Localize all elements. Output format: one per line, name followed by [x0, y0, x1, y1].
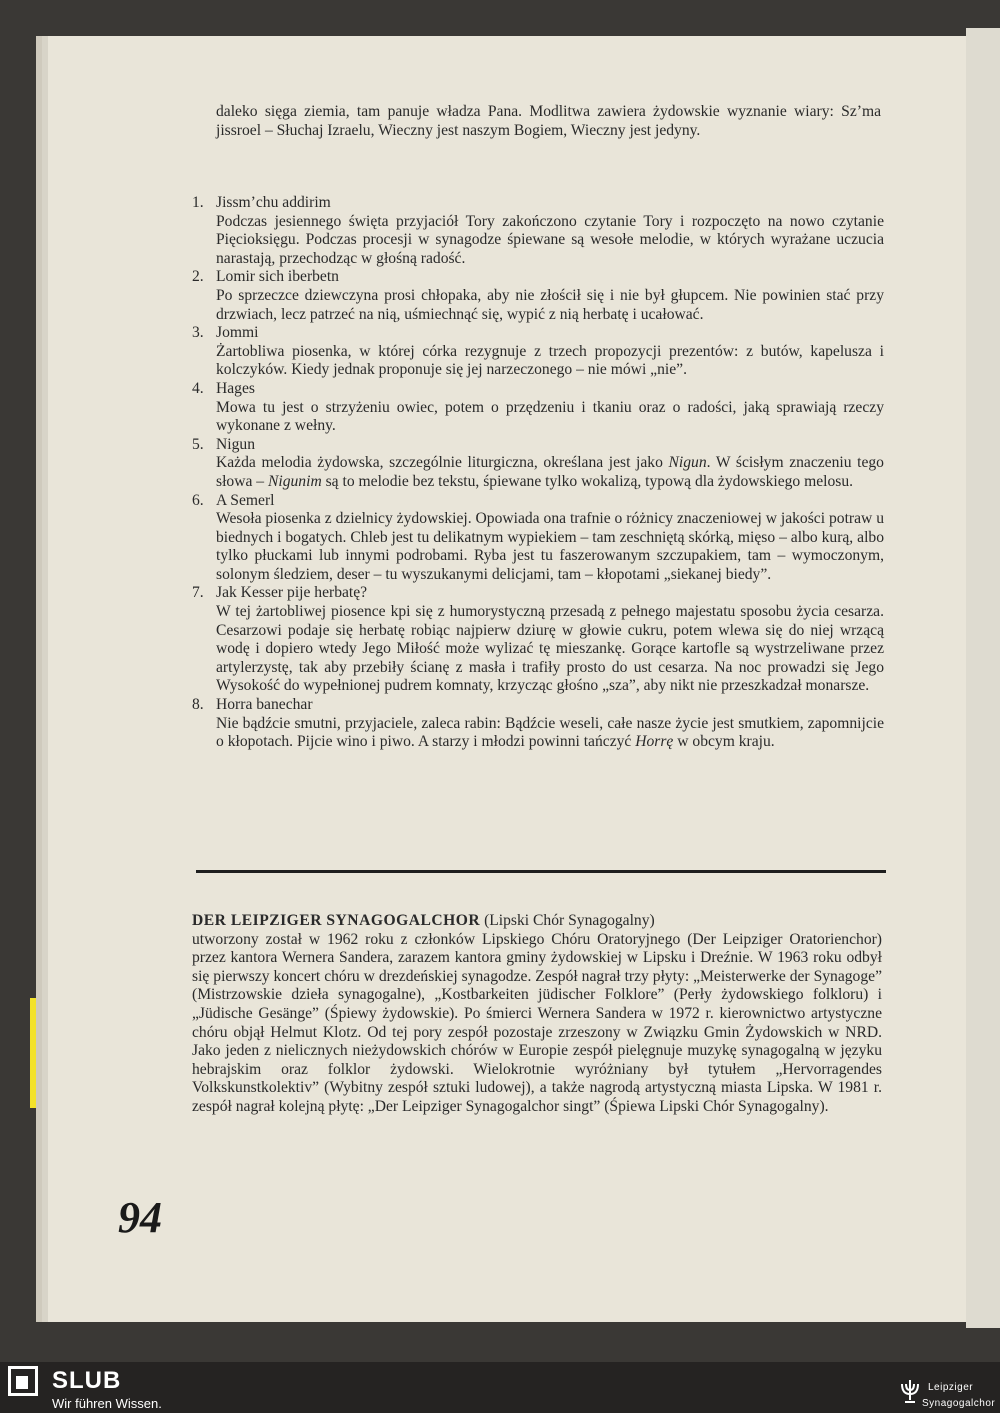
choir-text: utworzony został w 1962 roku z członków Lipskiego Chóru Oratoryjnego (Der Leipziger Oratorienchor) przez kantora Wernera Sandera, zarazem kantora gminy żydowskiej w Lipsku i Dreźnie. W 1963 roku odbył się pierwszy koncert chóru w drezdeńskiej synagodze. Zespół nagrał trzy płyty: „Meisterwerke der Synagoge” (Mistrzowskie dzieła synagogalne), „Kostbarkeiten jüdischer Folklore” (Perły żydowskiego folkloru) i „Jüdische Gesänge” (Śpiewy żydowskie). Po śmierci Wernera Sandera w 1972 r. kierownictwo artystyczne chóru objął Helmut Klotz. Od tej pory zespół pozostaje zrzeszony w Związku Gmin Żydowskich w NRD. Jako jeden z nielicznych nieżydowskich chórów w Europie zespół pielęgnuje muzykę synagogalną w języku hebrajskim oraz folklor żydowski. Wielokrotnie wyróżniany był tytułem „Hervorragendes Volkskunstkolektiv” (Wybitny zespół sztuki ludowej), a także nagrodą artystyczną miasta Lipska. W 1981 r. zespół nagrał kolejną płytę: „Der Leipziger Synagogalchor singt” (Śpiewa Lipski Chór Synagogalny). [192, 930, 882, 1115]
desc-italic-term: Nigunim [267, 472, 322, 490]
facing-page-edge [966, 28, 1000, 1328]
item-title: Jissm’chu addirim [216, 194, 331, 211]
collection-name-line1: Leipziger [928, 1382, 974, 1393]
slub-logo-name[interactable]: SLUB [52, 1367, 122, 1394]
item-description: Podczas jesiennego święta przyjaciół Tory zakończono czytanie Tory i rozpoczęto na nowo czytanie Pięcioksięgu. Podczas procesji w synagodze śpiewane są wesołe melodie, w których wyrażane uczucia narastają, przechodząc w głośną radość. [216, 212, 884, 267]
color-marker-tab [30, 998, 44, 1108]
item-description: Wesoła piosenka z dzielnicy żydowskiej. Opowiada ona trafnie o różnicy znaczeniowej w jakości potraw u biednych i bogatych. Chleb jest tu delikatnym wypiekiem – tam zeschniętą skórką, mięso – albo kurą, albo tylko płuckami lub innymi podrobami. Ryba jest tu faszerowanym szczupakiem, tam – wymoczonym, solonym śledziem, deser – tu wyszukanymi delicjami, tam – kłopotami „siekanej biedy”. [216, 510, 884, 583]
item-number: 4. [192, 379, 204, 397]
item-number: 7. [192, 584, 204, 602]
item-description [216, 454, 884, 491]
list-item [192, 436, 884, 492]
collection-name-line2: Synagogalchor [922, 1398, 996, 1409]
desc-text: Nie bądźcie smutni, przyjaciele, zaleca rabin: Bądźcie weseli, całe nasze życie jest smutkiem, zapomnijcie o kłopotach. Pijcie wino i piwo. A starzy i młodzi powinni tańczyć [216, 714, 884, 751]
item-number: 5. [192, 435, 204, 453]
choir-section [192, 912, 882, 1117]
item-title: Horra banechar [216, 696, 313, 714]
item-title: Jak Kesser pije herbatę? [216, 584, 368, 602]
list-item [192, 194, 884, 268]
list-item [192, 268, 884, 324]
list-item [192, 324, 884, 380]
section-divider [196, 870, 886, 873]
list-item [192, 380, 884, 436]
song-list [192, 194, 884, 752]
list-item [192, 584, 884, 696]
item-description: Mowa tu jest o strzyżeniu owiec, potem o przędzeniu i tkaniu oraz o radości, jaką sprawiają rzeczy wykonane z wełny. [216, 398, 884, 435]
choir-subheading: (Lipski Chór Synagogalny) [480, 912, 655, 929]
item-title: A Semerl [216, 491, 275, 509]
item-title: Hages [216, 379, 255, 397]
item-description [216, 715, 884, 752]
page-number: 94 [118, 1193, 162, 1242]
item-number: 2. [192, 268, 204, 286]
item-number: 3. [192, 324, 204, 342]
item-number: 8. [192, 696, 204, 714]
item-description: Żartobliwa piosenka, w której córka rezygnuje z trzech propozycji prezentów: z butów, kapelusza i kolczyków. Kiedy jednak proponuje się jej narzeczonego – nie mówi „nie”. [216, 342, 884, 379]
slub-logo-icon[interactable] [8, 1366, 38, 1396]
desc-text: są to melodie bez tekstu, śpiewane tylko wokalizą, typową dla żydowskiego melosu. [321, 472, 854, 490]
intro-paragraph: daleko sięga ziemia, tam panuje władza Pana. Modlitwa zawiera żydowskie wyznanie wiary: Sz’ma jissroel – Słuchaj Izraelu, Wieczny jest naszym Bogiem, Wieczny jest jedyny. [216, 103, 881, 139]
item-description: W tej żartobliwej piosence kpi się z humorystyczną przesadą z pełnego majestatu sposobu życia cesarza. Cesarzowi podaje się herbatę robiąc najpierw dziurę w głowie cukru, potem wlewa się do niej wrzącą wodę i dopiero wtedy Jego Miłość może wylizać tę mieszankę. Gorące kartofle są wystrzeliwane przez artylerzystę, tak aby przebiły ścianę z masła i trafiły prosto do ust cesarza. Na noc prowadzi się Jego Wysokość do wypełnionej pudrem komnaty, krzycząc głośno „sza”, aby nikt nie przeszkadzał monarsze. [216, 603, 884, 695]
menorah-icon [898, 1376, 922, 1406]
item-title: Jommi [216, 324, 259, 342]
desc-text: . W ścisłym znaczeniu tego słowa – [216, 454, 884, 490]
desc-italic-term: Horrę [635, 733, 674, 751]
desc-text: Każda melodia żydowska, szczególnie liturgiczna, określana jest jako [216, 454, 669, 472]
item-number: 6. [192, 491, 204, 509]
item-title: Lomir sich iberbetn [216, 268, 339, 286]
list-item [192, 492, 884, 585]
list-item [192, 696, 884, 752]
item-title: Nigun [216, 435, 255, 453]
slub-tagline: Wir führen Wissen. [52, 1396, 162, 1411]
choir-heading: DER LEIPZIGER SYNAGOGALCHOR [192, 912, 481, 929]
desc-italic-term: Nigun [668, 454, 707, 472]
desc-text: w obcym kraju. [673, 733, 775, 751]
item-description: Po sprzeczce dziewczyna prosi chłopaka, aby nie złościł się i nie był głupcem. Nie powinien stać przy drzwiach, lecz patrzeć na nią, uśmiechnąć się, wypić z nią herbatę i ucałować. [216, 286, 884, 323]
item-number: 1. [192, 194, 204, 211]
